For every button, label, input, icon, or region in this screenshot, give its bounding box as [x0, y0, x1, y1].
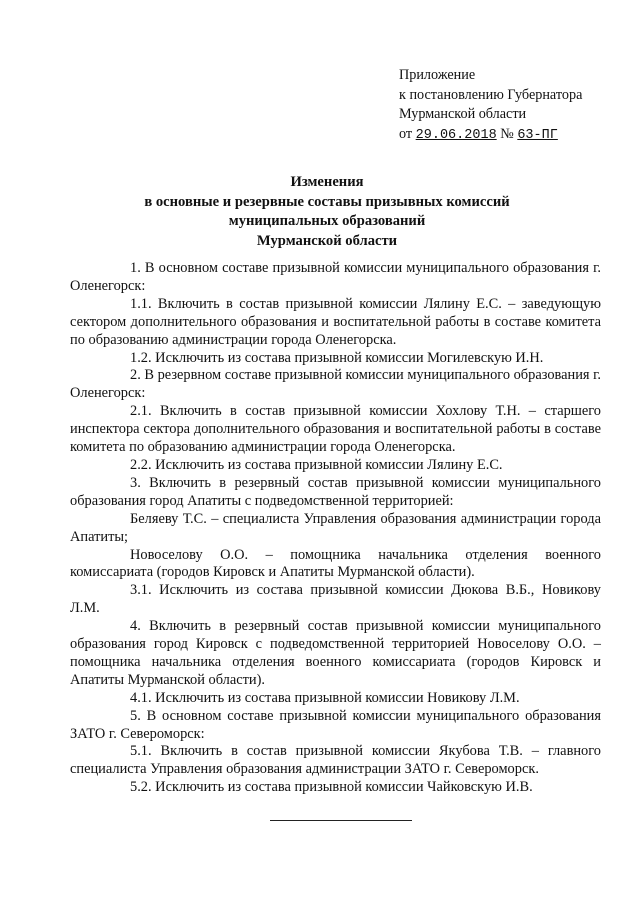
paragraph: 3.1. Исключить из состава призывной комиссии Дюкова В.Б., Новикову Л.М.: [70, 582, 601, 617]
appendix-number: 63-ПГ: [517, 127, 558, 143]
title-line-1: Изменения: [290, 174, 364, 190]
paragraph: 3. Включить в резервный состав призывной комиссии муниципального образования город Апатиты с подведомственной территорией:: [70, 474, 601, 509]
title-line-3: муниципальных образований: [228, 213, 426, 229]
paragraph: 2.2. Исключить из состава призывной комиссии Лялину Е.С.: [130, 456, 503, 473]
paragraph: Новоселову О.О. – помощника начальника отделения военного комиссариата (городов Кировск и Апатиты Мурманской области).: [70, 546, 601, 581]
paragraph: 2.1. Включить в состав призывной комиссии Хохлову Т.Н. – старшего инспектора сектора дополнительного образования и воспитательной работы в составе комитета по образованию администрации города Оленегорска.: [70, 403, 601, 456]
paragraph: 4.1. Исключить из состава призывной комиссии Новикову Л.М.: [130, 689, 520, 706]
paragraph: 1.1. Включить в состав призывной комиссии Лялину Е.С. – заведующую сектором дополнительного образования и воспитательной работы в составе комитета по образованию администрации города Оленегорска.: [70, 295, 601, 348]
paragraph: 1.2. Исключить из состава призывной комиссии Могилевскую И.Н.: [130, 349, 544, 366]
appendix-number-sign: №: [500, 125, 514, 142]
appendix-line-2: к постановлению Губернатора: [399, 86, 583, 103]
paragraph: 5.2. Исключить из состава призывной комиссии Чайковскую И.В.: [130, 779, 533, 796]
paragraph: 5.1. Включить в состав призывной комиссии Якубова Т.В. – главного специалиста Управления образования администрации ЗАТО г. Североморск.: [70, 743, 601, 778]
paragraph: 1. В основном составе призывной комиссии муниципального образования г. Оленегорск:: [70, 260, 601, 294]
document-title: [90, 173, 564, 251]
appendix-block: [399, 66, 582, 145]
paragraph: 2. В резервном составе призывной комиссии муниципального образования г. Оленегорск:: [70, 367, 601, 402]
paragraph: Беляеву Т.С. – специалиста Управления образования администрации города Апатиты;: [70, 510, 601, 545]
document-body: [70, 260, 601, 797]
appendix-line-4: [399, 125, 582, 146]
appendix-date: 29.06.2018: [415, 127, 497, 143]
appendix-line-3: Мурманской области: [399, 106, 527, 122]
title-line-2: в основные и резервные составы призывных комиссий: [144, 193, 510, 210]
title-line-4: Мурманской области: [256, 232, 398, 249]
closing-divider: [270, 820, 412, 821]
appendix-prefix: от: [399, 125, 413, 142]
appendix-line-1: Приложение: [399, 67, 476, 83]
paragraph: 5. В основном составе призывной комиссии муниципального образования ЗАТО г. Североморск:: [70, 707, 601, 742]
paragraph: 4. Включить в резервный состав призывной комиссии муниципального образования город Кировск с подведомственной территорией Новоселову О.О. – помощника начальника отделения военного комиссариата (городов Кировск и Апатиты Мурманской области).: [70, 618, 601, 688]
